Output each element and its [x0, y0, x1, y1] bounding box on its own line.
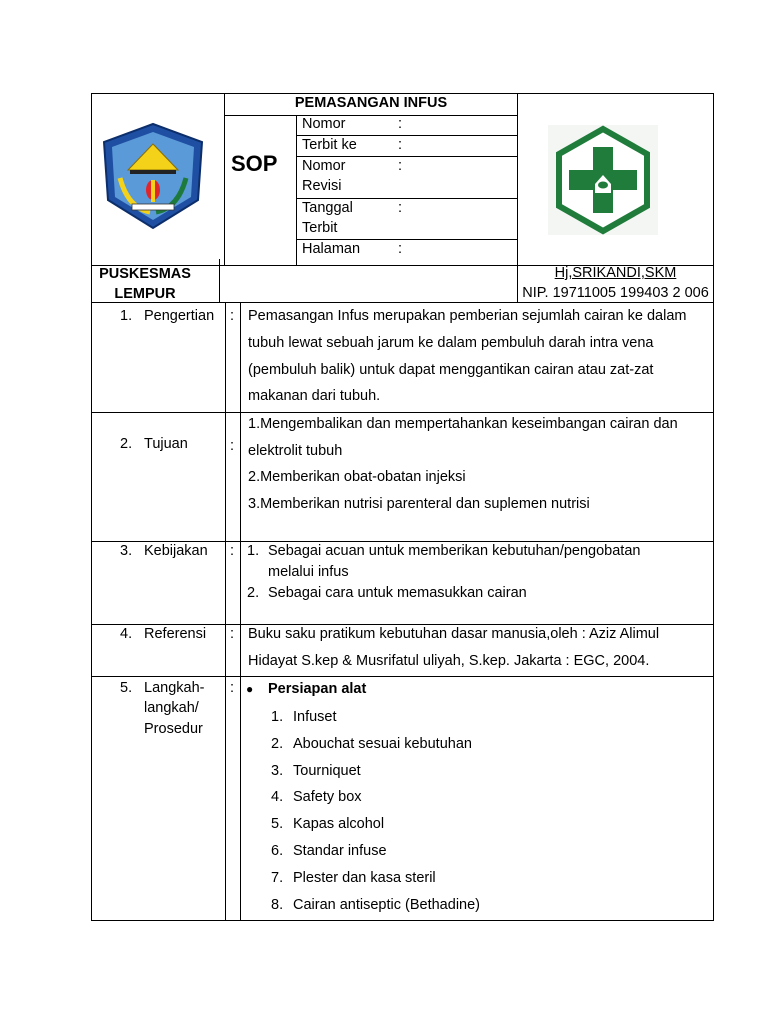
body-line: tubuh lewat sebuah jarum ke dalam pembuluh darah intra vena	[248, 335, 654, 351]
list-item-cont: melalui infus	[268, 564, 349, 580]
list-item: Infuset	[293, 709, 337, 725]
health-center-logo	[548, 125, 658, 235]
body-line: 3.Memberikan nutrisi parenteral dan suplemen nutrisi	[248, 496, 590, 512]
section-number: 5.	[120, 680, 133, 696]
list-number: 6.	[271, 843, 284, 859]
field-colon: :	[398, 137, 403, 153]
bullet-heading: Persiapan alat	[268, 681, 367, 697]
list-number: 1.	[271, 709, 284, 725]
regional-logo	[98, 120, 208, 232]
org-name-line1: PUSKESMAS	[99, 266, 191, 282]
section-colon: :	[230, 680, 235, 696]
list-item: Plester dan kasa steril	[293, 870, 436, 886]
body-line: 2.Memberikan obat-obatan injeksi	[248, 469, 466, 485]
list-number: 2.	[271, 736, 284, 752]
body-line: elektrolit tubuh	[248, 443, 343, 459]
section-label: Referensi	[144, 626, 207, 642]
list-item: Safety box	[293, 789, 362, 805]
section-number: 3.	[120, 543, 133, 559]
list-number: 5.	[271, 816, 284, 832]
section-colon: :	[230, 438, 235, 454]
field-label-line2: Revisi	[302, 178, 342, 194]
section-number: 2.	[120, 436, 133, 452]
list-number: 1.	[247, 543, 260, 559]
section-number: 4.	[120, 626, 133, 642]
list-number: 4.	[271, 789, 284, 805]
field-label-line2: Terbit	[302, 220, 338, 236]
signer-nip: NIP. 19711005 199403 2 006	[522, 285, 709, 301]
body-line: makanan dari tubuh.	[248, 388, 381, 404]
section-colon: :	[230, 626, 235, 642]
org-name-line2: LEMPUR	[114, 286, 176, 302]
field-label: Tanggal	[302, 200, 353, 216]
section-number: 1.	[120, 308, 133, 324]
body-line: Hidayat S.kep & Musrifatul uliyah, S.kep. Jakarta : EGC, 2004.	[248, 653, 650, 669]
section-label: Langkah-	[144, 680, 205, 696]
list-item: Tourniquet	[293, 763, 361, 779]
section-colon: :	[230, 308, 235, 324]
field-colon: :	[398, 200, 403, 216]
field-colon: :	[398, 158, 403, 174]
section-label: Pengertian	[144, 308, 215, 324]
list-item: Kapas alcohol	[293, 816, 385, 832]
signer-name: Hj,SRIKANDI,SKM	[554, 265, 677, 281]
body-line: Buku saku pratikum kebutuhan dasar manusia,oleh : Aziz Alimul	[248, 626, 660, 642]
list-item: Cairan antiseptic (Bethadine)	[293, 897, 480, 913]
field-label: Halaman	[302, 241, 361, 257]
document-title: PEMASANGAN INFUS	[294, 95, 448, 111]
list-number: 3.	[271, 763, 284, 779]
field-colon: :	[398, 116, 403, 132]
body-line: (pembuluh balik) untuk dapat menggantikan cairan atau zat-zat	[248, 362, 654, 378]
list-item: Abouchat sesuai kebutuhan	[293, 736, 472, 752]
section-colon: :	[230, 543, 235, 559]
body-line: 1.Mengembalikan dan mempertahankan keseimbangan cairan dan	[248, 416, 678, 432]
section-label: langkah/	[144, 700, 199, 716]
list-number: 2.	[247, 585, 260, 601]
list-number: 7.	[271, 870, 284, 886]
field-colon: :	[398, 241, 403, 257]
section-label: Tujuan	[144, 436, 188, 452]
field-label: Nomor	[302, 116, 346, 132]
section-label: Prosedur	[144, 721, 203, 737]
list-number: 8.	[271, 897, 284, 913]
field-label: Terbit ke	[302, 137, 357, 153]
field-label: Nomor	[302, 158, 346, 174]
section-label: Kebijakan	[144, 543, 208, 559]
bullet-icon: ●	[246, 682, 254, 696]
list-item: Sebagai cara untuk memasukkan cairan	[268, 585, 527, 601]
list-item: Sebagai acuan untuk memberikan kebutuhan/pengobatan	[268, 543, 641, 559]
body-line: Pemasangan Infus merupakan pemberian sejumlah cairan ke dalam	[248, 308, 687, 324]
sop-label: SOP	[231, 151, 278, 176]
list-item: Standar infuse	[293, 843, 387, 859]
